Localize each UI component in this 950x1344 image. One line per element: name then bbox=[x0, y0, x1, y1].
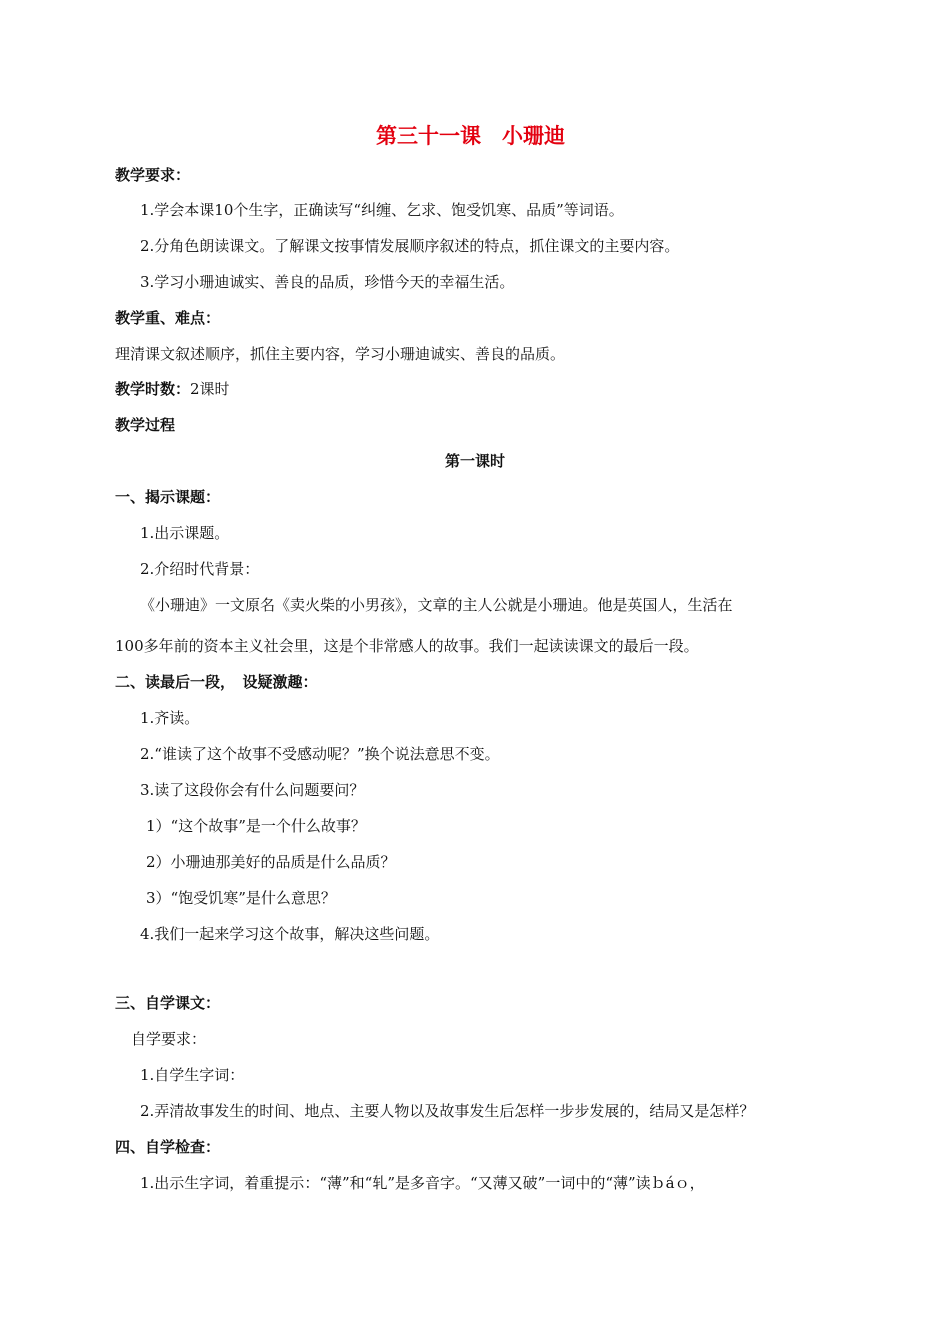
list-item: 1.出示生字词，着重提示：“薄”和“轧”是多音字。“又薄又破”一词中的“薄”读ｂáｏ， bbox=[140, 1174, 705, 1192]
sub-heading: 自学要求： bbox=[131, 1030, 207, 1048]
list-item: 3.学习小珊迪诚实、善良的品质，珍惜今天的幸福生活。 bbox=[140, 273, 515, 291]
list-item: 3）“饱受饥寒”是什么意思？ bbox=[146, 889, 336, 907]
list-item: 2）小珊迪那美好的品质是什么品质？ bbox=[146, 853, 396, 871]
paragraph-line: 100多年前的资本主义社会里，这是个非常感人的故事。我们一起读读课文的最后一段。 bbox=[115, 637, 699, 655]
part-heading: 四、自学检查： bbox=[115, 1138, 221, 1156]
list-item: 3.读了这段你会有什么问题要问？ bbox=[140, 781, 365, 799]
lesson-heading: 第一课时 bbox=[444, 452, 505, 470]
teaching-time bbox=[115, 379, 230, 399]
section-heading-process: 教学过程 bbox=[115, 416, 176, 434]
list-item: 1.出示课题。 bbox=[140, 524, 230, 542]
list-item: 2.分角色朗读课文。了解课文按事情发展顺序叙述的特点，抓住课文的主要内容。 bbox=[140, 237, 680, 255]
list-item: 2.“谁读了这个故事不受感动呢？”换个说法意思不变。 bbox=[140, 745, 500, 763]
key-points-text: 理清课文叙述顺序，抓住主要内容，学习小珊迪诚实、善良的品质。 bbox=[115, 345, 566, 363]
part-heading: 一、揭示课题： bbox=[115, 488, 221, 506]
teaching-time-value: 2课时 bbox=[190, 380, 230, 398]
paragraph-line: 《小珊迪》一文原名《卖火柴的小男孩》，文章的主人公就是小珊迪。他是英国人，生活在 bbox=[140, 596, 733, 614]
part-heading: 三、自学课文： bbox=[115, 994, 221, 1012]
teaching-time-label: 教学时数： bbox=[115, 380, 191, 398]
section-heading-key-points: 教学重、难点： bbox=[115, 309, 221, 327]
list-item: 2.介绍时代背景： bbox=[140, 560, 260, 578]
list-item: 1.学会本课10个生字，正确读写“纠缠、乞求、饱受饥寒、品质”等词语。 bbox=[140, 201, 624, 219]
part-heading: 二、读最后一段， 设疑激趣： bbox=[115, 673, 318, 691]
list-item: 4.我们一起来学习这个故事，解决这些问题。 bbox=[140, 925, 440, 943]
list-item: 2.弄清故事发生的时间、地点、主要人物以及故事发生后怎样一步步发展的，结局又是怎样？ bbox=[140, 1102, 755, 1120]
page-title: 第三十一课 小珊迪 bbox=[376, 123, 565, 148]
list-item: 1）“这个故事”是一个什么故事？ bbox=[146, 817, 366, 835]
list-item: 1.自学生字词： bbox=[140, 1066, 245, 1084]
section-heading-requirements: 教学要求： bbox=[115, 166, 191, 184]
list-item: 1.齐读。 bbox=[140, 709, 200, 727]
